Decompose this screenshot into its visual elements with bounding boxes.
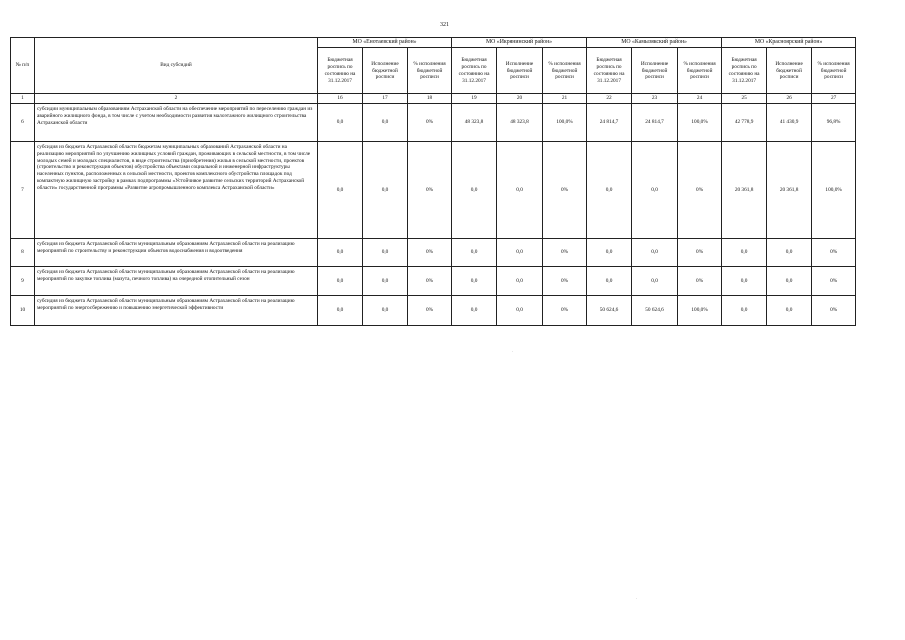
value-cell: 100,0% [543,104,587,142]
row-number: 6 [11,104,35,142]
column-number: 17 [363,94,408,104]
value-cell: 0,0 [587,267,632,296]
scan-speck: · [636,596,638,601]
value-cell: 0,0 [722,239,767,267]
header-row-number: № п/п [11,38,35,94]
subheader-percent: % исполнения бюджетной росписи [543,48,587,94]
subheader-budget: Бюджетная роспись по состоянию на 31.12.2017 [722,48,767,94]
column-number: 16 [318,94,363,104]
value-cell: 42 778,9 [722,104,767,142]
value-cell: 0,0 [587,142,632,239]
subheader-budget: Бюджетная роспись по состоянию на 31.12.2017 [318,48,363,94]
scan-speck: · [512,349,514,354]
header-district-2: МО «Икрянинский район» [452,38,587,48]
column-number: 25 [722,94,767,104]
value-cell: 0% [543,296,587,326]
subheader-percent: % исполнения бюджетной росписи [678,48,722,94]
value-cell: 24 814,7 [632,104,678,142]
page-number: 321 [440,22,449,28]
value-cell: 0% [543,142,587,239]
subsidy-description: субсидия из бюджета Астраханской области муниципальным образованиям Астраханской области на реализацию мероприятий по строительству и реконструкции объектов водоснабжения и водоотведения [35,239,318,267]
value-cell: 0% [812,239,856,267]
value-cell: 0,0 [363,239,408,267]
column-number: 1 [11,94,35,104]
row-number: 8 [11,239,35,267]
value-cell: 20 361,8 [722,142,767,239]
table-row [11,296,856,326]
subsidy-execution-table [10,37,856,326]
value-cell: 0% [408,239,452,267]
column-number: 18 [408,94,452,104]
column-number: 21 [543,94,587,104]
column-number: 23 [632,94,678,104]
table-row [11,267,856,296]
row-number: 10 [11,296,35,326]
column-number: 2 [35,94,318,104]
value-cell: 50 624,6 [587,296,632,326]
subheader-percent: % исполнения бюджетной росписи [812,48,856,94]
value-cell: 0% [543,267,587,296]
value-cell: 0,0 [767,296,812,326]
value-cell: 0% [408,104,452,142]
value-cell: 100,0% [678,104,722,142]
column-number: 22 [587,94,632,104]
column-number: 27 [812,94,856,104]
subheader-execution: Исполнение бюджетной росписи [767,48,812,94]
value-cell: 0,0 [722,267,767,296]
value-cell: 0,0 [587,239,632,267]
value-cell: 0,0 [452,296,497,326]
value-cell: 0,0 [722,296,767,326]
table-row [11,104,856,142]
value-cell: 0,0 [452,267,497,296]
value-cell: 0,0 [318,104,363,142]
subheader-execution: Исполнение бюджетной росписи [632,48,678,94]
value-cell: 0,0 [632,239,678,267]
column-number: 19 [452,94,497,104]
value-cell: 48 323,8 [452,104,497,142]
value-cell: 0,0 [363,267,408,296]
value-cell: 0,0 [452,142,497,239]
subheader-execution: Исполнение бюджетной росписи [497,48,543,94]
value-cell: 0,0 [497,267,543,296]
subsidy-description: субсидия из бюджета Астраханской области бюджетам муниципальных образований Астраханской области на реализацию мероприятий по улучшению жилищных условий граждан, проживающих в сельской местности, в том числе молодых семей и молодых специалистов, в виде строительства (приобретения) жилья в сельской местности, проектов (строительство и реконструкция объектов) обустройства объектами социальной и инженерной инфраструктуры населенных пунктов, расположенных в сельской местности, проектов комплексного обустройства площадок под компактную жилищную застройку в рамках подпрограммы «Устойчивое развитие сельских территорий Астраханской области» государственной программы «Развитие агропромышленного комплекса Астраханской области» [35,142,318,239]
value-cell: 100,0% [812,142,856,239]
value-cell: 0,0 [363,104,408,142]
column-number: 24 [678,94,722,104]
value-cell: 0% [543,239,587,267]
subsidy-description: субсидии муниципальным образованиям Астраханской области на обеспечение мероприятий по переселению граждан из аварийного жилищного фонда, в том числе с учетом необходимости развития малоэтажного жилищного строительства Астраханской области [35,104,318,142]
value-cell: 0,0 [318,296,363,326]
subsidy-description: субсидия из бюджета Астраханской области муниципальным образованиям Астраханской области на реализацию мероприятий по энергосбережению и повышению энергетической эффективности [35,296,318,326]
value-cell: 0,0 [767,239,812,267]
value-cell: 0,0 [767,267,812,296]
value-cell: 50 624,6 [632,296,678,326]
header-district-4: МО «Красноярский район» [722,38,856,48]
value-cell: 0,0 [497,296,543,326]
value-cell: 0% [678,267,722,296]
value-cell: 0% [408,296,452,326]
column-number: 20 [497,94,543,104]
subheader-budget: Бюджетная роспись по состоянию на 31.12.2017 [452,48,497,94]
column-number-row [11,94,856,104]
table-row [11,239,856,267]
value-cell: 0,0 [497,239,543,267]
value-cell: 0,0 [318,267,363,296]
value-cell: 0% [812,296,856,326]
value-cell: 0,0 [632,267,678,296]
value-cell: 24 814,7 [587,104,632,142]
subheader-budget: Бюджетная роспись по состоянию на 31.12.2017 [587,48,632,94]
value-cell: 0,0 [452,239,497,267]
value-cell: 0% [408,142,452,239]
value-cell: 0,0 [363,142,408,239]
row-number: 7 [11,142,35,239]
value-cell: 0% [812,267,856,296]
column-number: 26 [767,94,812,104]
value-cell: 0% [408,267,452,296]
value-cell: 100,0% [678,296,722,326]
value-cell: 0,0 [632,142,678,239]
header-district-3: МО «Камызякский район» [587,38,722,48]
header-district-1: МО «Енотаевский район» [318,38,452,48]
subsidy-description: субсидия из бюджета Астраханской области муниципальным образованиям Астраханской области на реализацию мероприятий по закупке топлива (мазута, печного топлива) на очередной отопительный сезон [35,267,318,296]
value-cell: 41 430,9 [767,104,812,142]
subheader-percent: % исполнения бюджетной росписи [408,48,452,94]
value-cell: 0,0 [497,142,543,239]
value-cell: 0% [678,142,722,239]
subheader-execution: Исполнение бюджетной росписи [363,48,408,94]
value-cell: 0,0 [363,296,408,326]
table-row [11,142,856,239]
value-cell: 0% [678,239,722,267]
row-number: 9 [11,267,35,296]
header-subsidy-type: Вид субсидий [35,38,318,94]
value-cell: 0,0 [318,142,363,239]
value-cell: 96,8% [812,104,856,142]
value-cell: 0,0 [318,239,363,267]
value-cell: 48 323,8 [497,104,543,142]
value-cell: 20 361,8 [767,142,812,239]
